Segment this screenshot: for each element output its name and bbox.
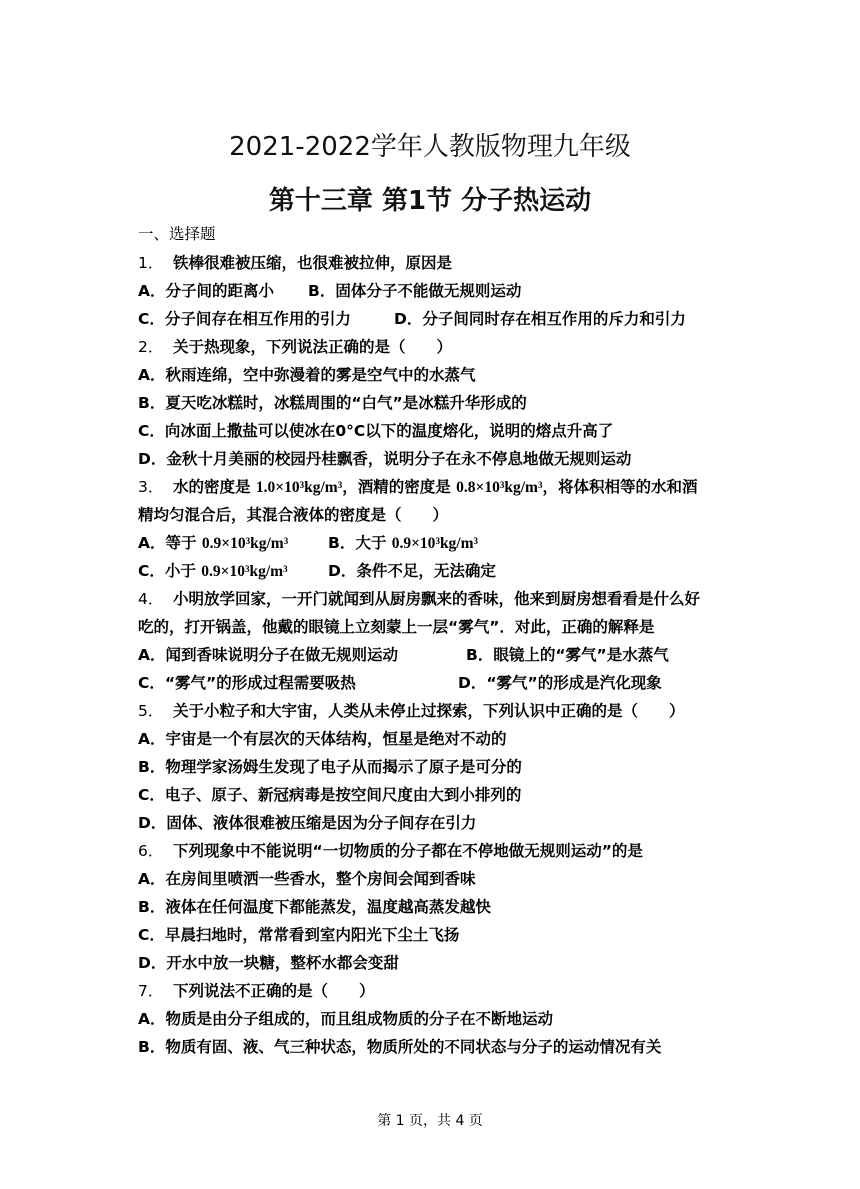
section-heading: 一、选择题 [138, 225, 216, 243]
option-d: D．分子间同时存在相互作用的斥力和引力 [394, 310, 686, 328]
option-b: B．眼镜上的“雾气”是水蒸气 [466, 646, 669, 664]
option-d: D．开水中放一块糖，整杯水都会变甜 [138, 954, 399, 972]
q3-options-ab [138, 532, 738, 555]
question-number: 3． [138, 478, 164, 496]
question-text: ，酒精的密度是 [342, 478, 457, 496]
q1-options-ab [138, 280, 738, 302]
density-value: 0.8×10 [456, 479, 500, 496]
question-text: 下列说法不正确的是（ ） [173, 982, 375, 1000]
option-c: C．向冰面上撒盐可以使冰在0°C以下的温度熔化，说明的熔点升高了 [138, 422, 614, 440]
option-b: B．物质有固、液、气三种状态，物质所处的不同状态与分子的运动情况有关 [138, 1038, 662, 1056]
q1-options-cd [138, 308, 738, 330]
option-c: C．分子间存在相互作用的引力 [138, 310, 351, 328]
question-2 [138, 336, 738, 358]
option-label: A．等于 [138, 534, 202, 552]
option-d: D．金秋十月美丽的校园丹桂飘香，说明分子在永不停息地做无规则运动 [138, 450, 632, 468]
option-b [328, 532, 478, 555]
density-value: 1.0×10 [255, 479, 300, 496]
option-a: A．分子间的距离小 [138, 282, 274, 300]
option-label: C．小于 [138, 562, 202, 580]
question-text: 小明放学回家，一开门就闻到从厨房飘来的香味，他来到厨房想看看是什么好 [173, 590, 701, 608]
q3-options-cd [138, 560, 738, 583]
question-4 [138, 588, 738, 610]
question-6 [138, 840, 738, 862]
question-text: 水的密度是 [173, 478, 256, 496]
option-b: B．物理学家汤姆生发现了电子从而揭示了原子是可分的 [138, 758, 522, 776]
option-a: A．物质是由分子组成的，而且组成物质的分子在不断地运动 [138, 1010, 553, 1028]
question-7 [138, 980, 738, 1002]
unit: kg/m [304, 479, 338, 496]
question-1 [138, 252, 738, 274]
page-footer: 第 1 页，共 4 页 [377, 1113, 483, 1129]
question-number: 7． [138, 982, 164, 1000]
water-density [256, 479, 342, 496]
question-number: 2． [138, 338, 164, 356]
option-a: A．在房间里喷洒一些香水，整个房间会闻到香味 [138, 870, 476, 888]
density-value: $0.9\times 10^3kg/m^3$ [201, 535, 289, 552]
question-text: 关于热现象，下列说法正确的是（ ） [173, 338, 453, 356]
question-number: 6． [138, 842, 164, 860]
option-b: B．液体在任何温度下都能蒸发，温度越高蒸发越快 [138, 898, 491, 916]
option-a [138, 532, 328, 555]
option-d: D．条件不足，无法确定 [328, 562, 496, 580]
option-label: B．大于 [328, 534, 392, 552]
document-title: 2021-2022学年人教版物理九年级 [229, 132, 631, 162]
question-text: 下列现象中不能说明“一切物质的分子都在不停地做无规则运动”的是 [173, 842, 643, 860]
question-number: 5． [138, 702, 164, 720]
question-5 [138, 700, 738, 722]
question-number: 4． [138, 590, 164, 608]
question-text: 铁棒很难被压缩，也很难被拉伸，原因是 [173, 254, 453, 272]
option-c: C．“雾气”的形成过程需要吸热 [138, 674, 356, 692]
unit-exponent: 3 [537, 480, 543, 490]
unit: kg/m [504, 479, 538, 496]
option-c [138, 560, 328, 583]
unit-exponent: 3 [337, 480, 343, 490]
option-d: D．固体、液体很难被压缩是因为分子间存在引力 [138, 814, 477, 832]
question-number: 1． [138, 254, 164, 272]
question-3 [138, 476, 738, 499]
q4-options-cd [138, 672, 738, 694]
question-text: ，将体积相等的水和酒 [542, 478, 698, 496]
density-value: $0.9\times 10^3kg/m^3$ [201, 563, 288, 580]
chapter-title: 第十三章 第1节 分子热运动 [268, 186, 592, 216]
density-value: $0.9\times 10^3kg/m^3$ [391, 535, 479, 552]
question-3-line-2: 精均匀混合后，其混合液体的密度是（ ） [138, 506, 449, 524]
option-b: B．固体分子不能做无规则运动 [308, 282, 522, 300]
question-text: 关于小粒子和大宇宙，人类从未停止过探索，下列认识中正确的是（ ） [173, 702, 685, 720]
option-a: A．闻到香味说明分子在做无规则运动 [138, 646, 398, 664]
option-c: C．早晨扫地时，常常看到室内阳光下尘土飞扬 [138, 926, 460, 944]
q4-options-ab [138, 644, 738, 666]
option-a: A．秋雨连绵，空中弥漫着的雾是空气中的水蒸气 [138, 366, 476, 384]
option-a: A．宇宙是一个有层次的天体结构，恒星是绝对不动的 [138, 730, 507, 748]
exponent: 3 [499, 480, 505, 490]
question-4-line-2: 吃的，打开锅盖，他戴的眼镜上立刻蒙上一层“雾气”．对此，正确的解释是 [138, 618, 655, 636]
option-d: D．“雾气”的形成是汽化现象 [458, 674, 662, 692]
option-b: B．夏天吃冰糕时，冰糕周围的“白气”是冰糕升华形成的 [138, 394, 527, 412]
alcohol-density [456, 479, 542, 496]
option-c: C．电子、原子、新冠病毒是按空间尺度由大到小排列的 [138, 786, 522, 804]
exponent: 3 [299, 480, 305, 490]
